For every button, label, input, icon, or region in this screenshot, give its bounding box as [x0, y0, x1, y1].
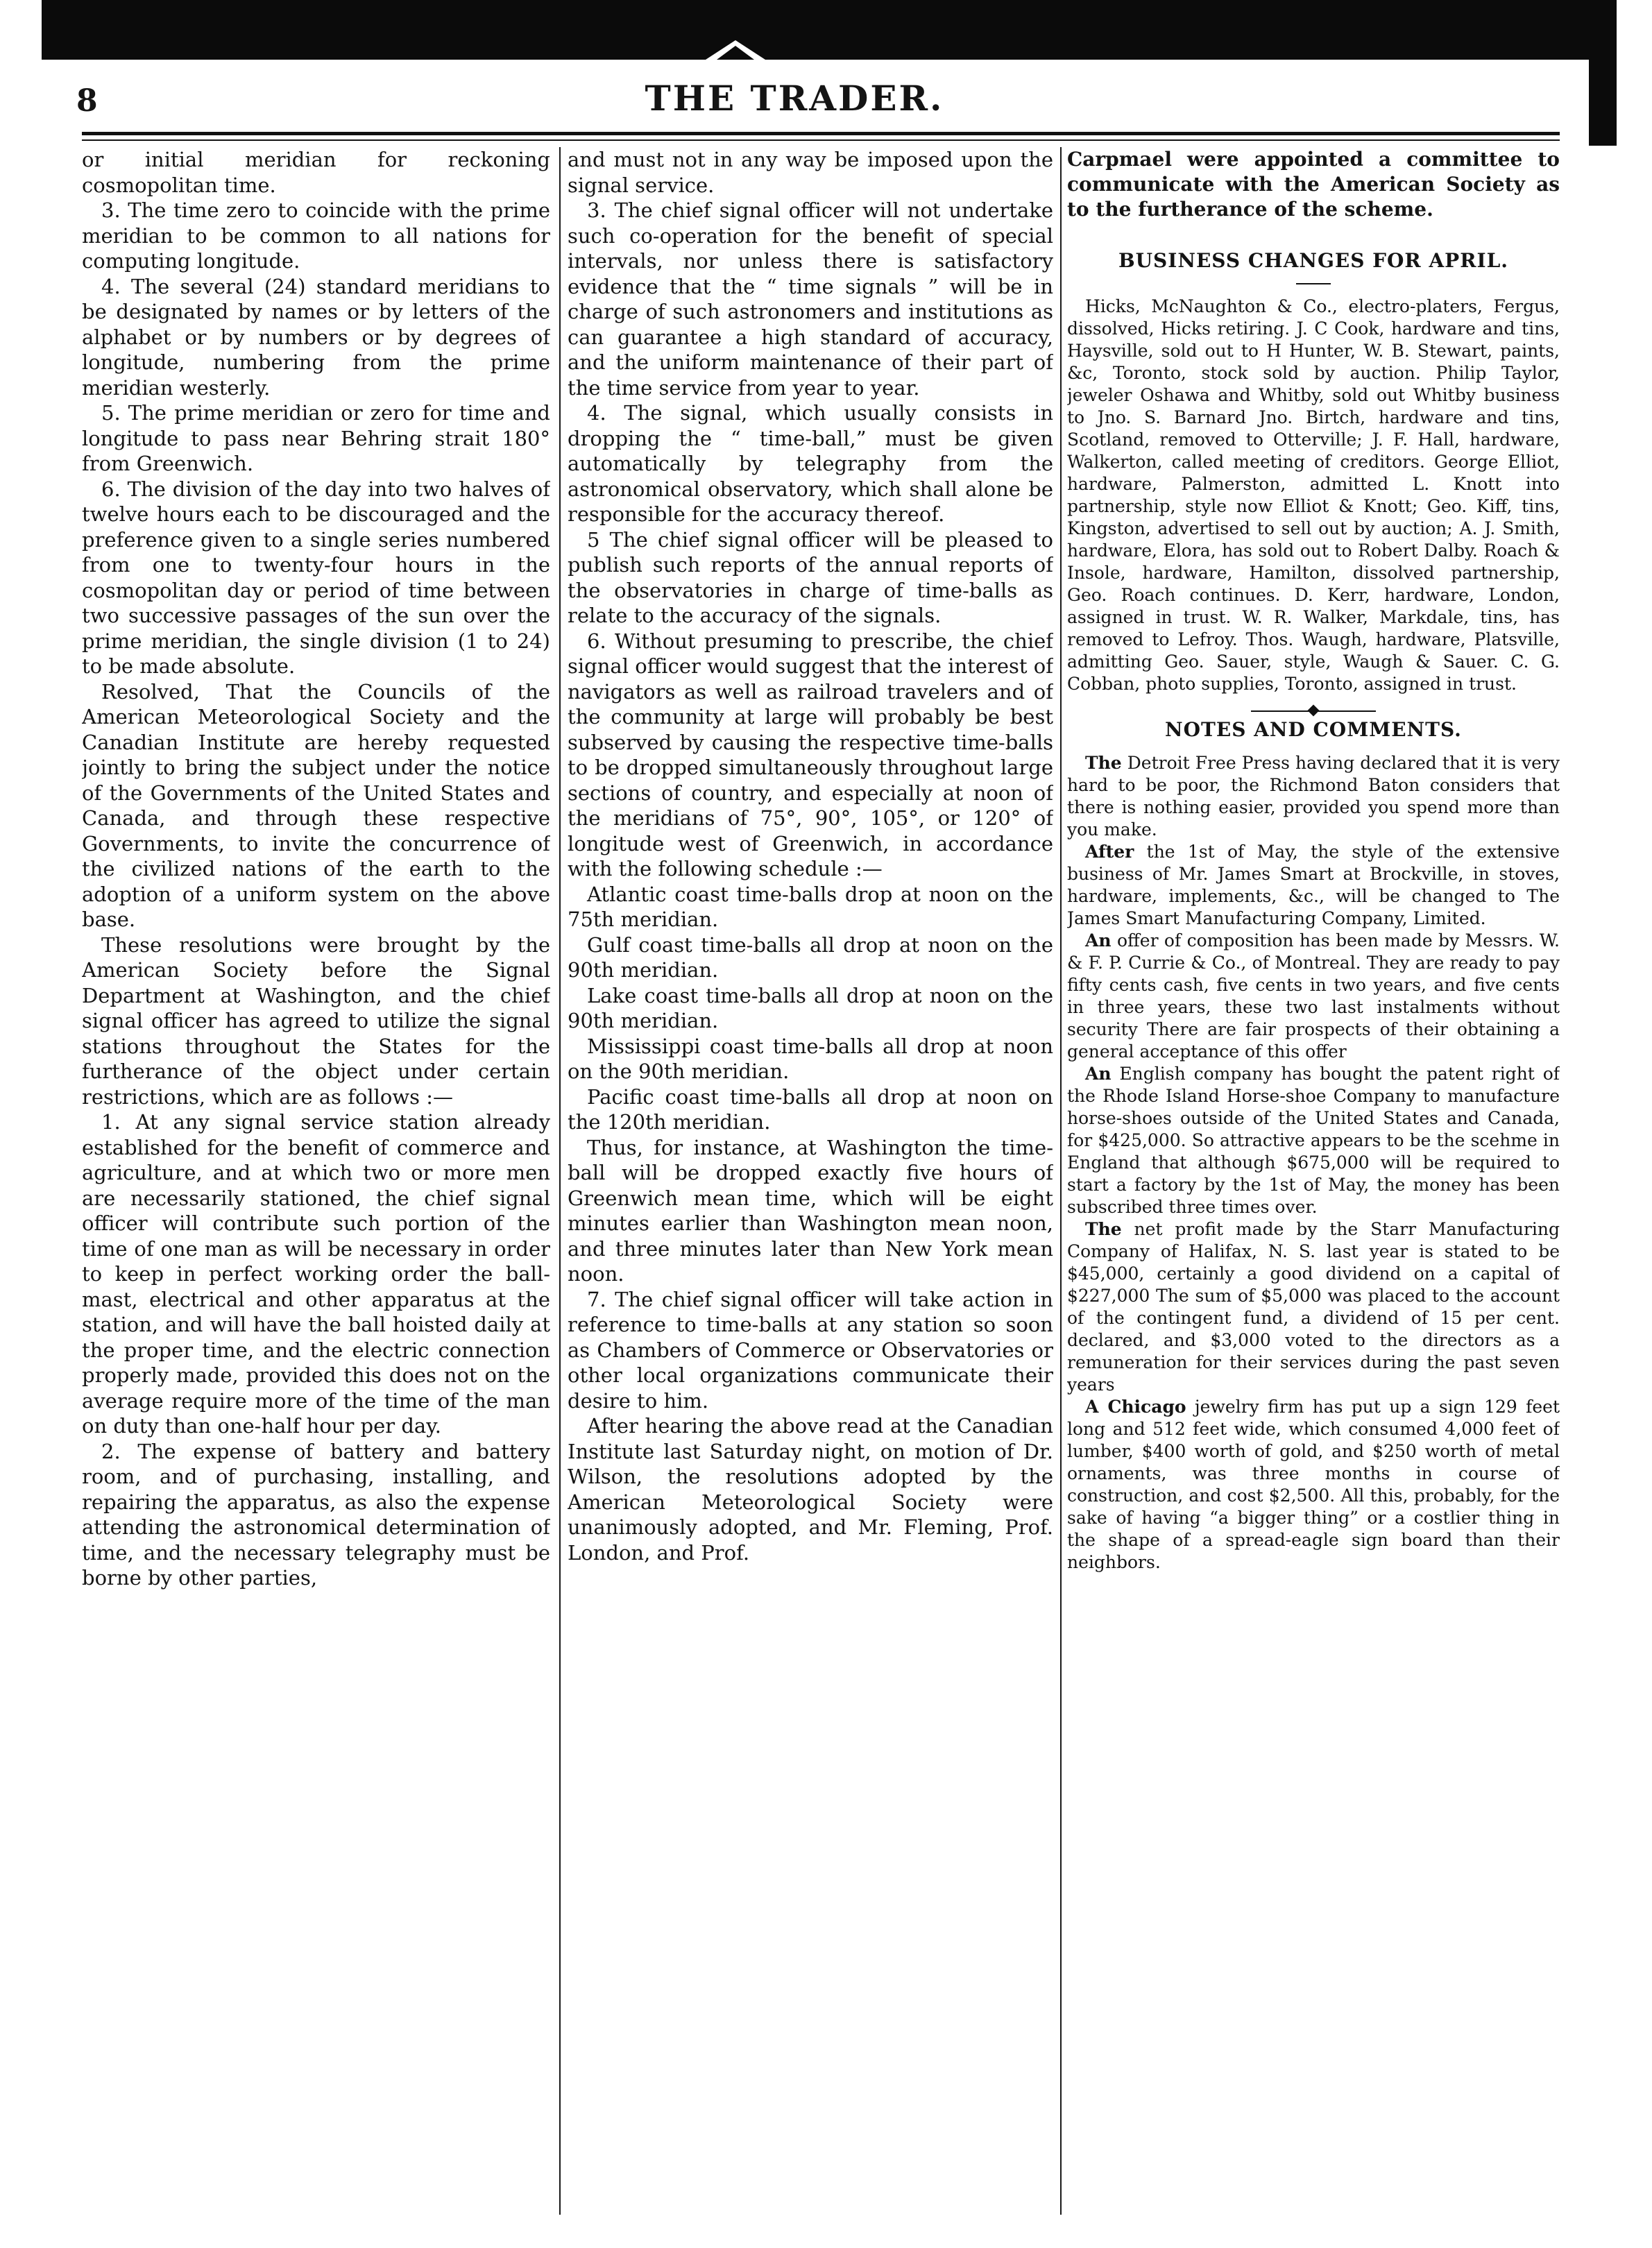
right-edge-bar [1589, 0, 1617, 146]
paragraph: 4. The several (24) standard meridians to be designated by names or by letters of the alphabet or by numbers or by degrees of longitude, numbering from the prime meridian westerly. [82, 274, 550, 400]
note-paragraph [1067, 930, 1560, 1063]
paragraph: Thus, for instance, at Washington the time-ball will be dropped exactly five hours of Greenwich mean time, which will be eight minutes earlier than Washington mean noon, and three minutes later than New York mean noon. [568, 1135, 1053, 1286]
section-rule [1296, 283, 1331, 284]
column-2 [568, 147, 1053, 2222]
paragraph: 3. The chief signal officer will not undertake such co-operation for the benefit of special intervals, nor unless there is satisfactory evidence that the “ time signals ” will be in charge of such astronomers and institutions as can guarantee a high standard of accuracy, and the uniform maintenance of their part of the time service from year to year. [568, 198, 1053, 400]
note-lead: The [1085, 1219, 1122, 1239]
paragraph: 4. The signal, which usually consists in dropping the “ time-ball,” must be given automatically by telegraphy from the astronomical observatory, which shall alone be responsible for the accuracy thereof. [568, 401, 1053, 526]
page-number: 8 [76, 83, 98, 119]
note-paragraph [1067, 1063, 1560, 1218]
column-3 [1067, 147, 1560, 2222]
paragraph: Carpmael were appointed a committee to communicate with the American Society as to the furtherance of the scheme. [1067, 148, 1560, 221]
paragraph: 5. The prime meridian or zero for time and longitude to pass near Behring strait 180° from Greenwich. [82, 401, 550, 475]
note-lead: After [1085, 842, 1134, 862]
paragraph: After hearing the above read at the Canadian Institute last Saturday night, on motion of Dr. Wilson, the resolutions adopted by the American Meteorological Society were unanimously adopted, and Mr. Fleming, Prof. London, and Prof. [568, 1414, 1053, 1565]
paragraph: 2. The expense of battery and battery room, and of purchasing, installing, and repairing the apparatus, as also the expense attending the astronomical determination of time, and the necessary telegraphy must be borne by other parties, [82, 1439, 550, 1590]
paragraph: and must not in any way be imposed upon the signal service. [568, 148, 1053, 197]
masthead-rule-thin [82, 139, 1560, 141]
business-changes-heading: BUSINESS CHANGES FOR APRIL. [1118, 249, 1509, 272]
paragraph: 1. At any signal service station already established for the benefit of commerce and agriculture, and at which two or more men are necessarily stationed, the chief signal officer will contribute such portion of the time of one man as will be necessary in order to keep in perfect working order the ball-mast, electrical and other apparatus at the station, and will have the ball hoisted daily at the proper time, and the electric connection properly made, provided this does not on the average require more of the time of the man on duty than one-half hour per day. [82, 1110, 550, 1438]
column-divider-1 [559, 147, 561, 2215]
newspaper-title: THE TRADER. [645, 78, 944, 119]
note-text: the 1st of May, the style of the extensive business of Mr. James Smart at Brockville, in stoves, hardware, implements, &c., will be changed to The James Smart Manufacturing Company, Limited. [1067, 842, 1560, 928]
note-text: jewelry firm has put up a sign 129 feet long and 512 feet wide, which consumed 4,000 feet of lumber, $400 worth of gold, and $250 worth of metal ornaments, was three months in course of construction, and cost $2,500. All this, probably, for the sake of having “a bigger thing” or a costlier thing in the shape of a spread-eagle sign board than their neighbors. [1067, 1397, 1560, 1572]
paragraph: These resolutions were brought by the American Society before the Signal Department at Washington, and the chief signal officer has agreed to utilize the signal stations throughout the States for the furtherance of the object under certain restrictions, which are as follows :— [82, 933, 550, 1109]
paragraph: Resolved, That the Councils of the American Meteorological Society and the Canadian Institute are hereby requested jointly to bring the subject under the notice of the Governments of the United States and Canada, and through these respective Governments, to invite the concurrence of the civilized nations of the earth to the adoption of a uniform system on the above base. [82, 679, 550, 931]
note-lead: An [1085, 1064, 1112, 1084]
masthead [76, 78, 1513, 126]
paragraph: 6. The division of the day into two halves of twelve hours each to be discouraged and the preference given to a single series numbered from one to twenty-four hours in the cosmopolitan day or period of time between two successive passages of the sun over the prime meridian, the single division (1 to 24) to be made absolute. [82, 477, 550, 678]
paragraph: 3. The time zero to coincide with the prime meridian to be common to all nations for computing longitude. [82, 198, 550, 273]
paragraph: Pacific coast time-balls all drop at noon on the 120th meridian. [568, 1084, 1053, 1134]
diamond-ornament-icon [1308, 705, 1320, 717]
paragraph: 6. Without presuming to prescribe, the chief signal officer would suggest that the interest of navigators as well as railroad travelers and of the community at large will probably be best subserved by causing the respective time-balls to be dropped simultaneously throughout large sections of country, and especially at noon of the meridians of 75°, 90°, 105°, or 120° of longitude west of Greenwich, in accordance with the following schedule :— [568, 629, 1053, 880]
business-changes-text: Hicks, McNaughton & Co., electro-platers, Fergus, dissolved, Hicks retiring. J. C Cook, hardware and tins, Haysville, sold out to H Hunter, W. B. Stewart, paints, &c, Toronto, stock sold by auction. Philip Taylor, jeweler Oshawa and Whitby, sold out Whitby business to Jno. S. Barnard Jno. Birtch, hardware and tins, Scotland, removed to Otterville; J. F. Hall, hardware, Walkerton, called meeting of creditors. George Elliot, hardware, Palmerston, admitted L. Knott into partnership, style now Elliot & Knott; Geo. Kiff, tins, Kingston, advertised to sell out by auction; A. J. Smith, hardware, Elora, has sold out to Robert Dalby. Roach & Insole, hardware, Hamilton, dissolved partnership, Geo. Roach continues. D. Kerr, hardware, London, assigned in trust. W. R. Walker, Markdale, tins, has removed to Lefroy. Thos. Waugh, hardware, Platsville, admitting Geo. Sauer, style, Waugh & Sauer. C. G. Cobban, photo supplies, Toronto, assigned in trust. [1067, 296, 1560, 694]
note-paragraph [1067, 1218, 1560, 1396]
paragraph: Mississippi coast time-balls all drop at noon on the 90th meridian. [568, 1034, 1053, 1083]
section-divider [1251, 710, 1376, 712]
note-lead: An [1085, 930, 1112, 951]
paragraph: Atlantic coast time-balls drop at noon on the 75th meridian. [568, 882, 1053, 931]
note-text: English company has bought the patent right of the Rhode Island Horse-shoe Company to manufacture horse-shoes outside of the United States and Canada, for $425,000. So attractive appears to be the scehme in England that although $675,000 will be required to start a factory by the 1st of May, the money has been subscribed three times over. [1067, 1064, 1560, 1217]
top-black-banner [42, 0, 1603, 60]
note-text: offer of composition has been made by Messrs. W. & F. P. Currie & Co., of Montreal. They are ready to pay fifty cents cash, five cents in two years, and five cents in three years, these two last instalments without security There are fair prospects of their obtaining a general acceptance of this offer [1067, 930, 1560, 1062]
note-paragraph [1067, 841, 1560, 930]
masthead-rule-thick [82, 132, 1560, 135]
column-divider-2 [1060, 147, 1062, 2215]
note-lead: A Chicago [1085, 1397, 1186, 1417]
paragraph: Lake coast time-balls all drop at noon on the 90th meridian. [568, 983, 1053, 1032]
note-text: net profit made by the Starr Manufacturing Company of Halifax, N. S. last year is stated to be $45,000, certainly a good dividend on a capital of $227,000 The sum of $5,000 was placed to the account of the contingent fund, a dividend of 15 per cent. declared, and $3,000 voted to the directors as a remuneration for their services during the past seven years [1067, 1219, 1560, 1395]
note-paragraph [1067, 1396, 1560, 1574]
note-paragraph [1067, 752, 1560, 841]
column-1 [82, 147, 550, 2222]
paragraph: 7. The chief signal officer will take action in reference to time-balls at any station so soon as Chambers of Commerce or Observatories or other local organizations communicate their desire to him. [568, 1287, 1053, 1413]
note-lead: The [1085, 753, 1122, 773]
paragraph: Gulf coast time-balls all drop at noon on the 90th meridian. [568, 933, 1053, 982]
paragraph: 5 The chief signal officer will be pleased to publish such reports of the annual reports of the observatories in charge of time-balls as relate to the accuracy of the signals. [568, 527, 1053, 627]
notes-heading: NOTES AND COMMENTS. [1165, 718, 1462, 741]
banner-ornament-icon [704, 39, 767, 60]
note-text: Detroit Free Press having declared that it is very hard to be poor, the Richmond Baton considers that there is nothing easier, provided you spend more than you make. [1067, 753, 1560, 840]
paragraph: or initial meridian for reckoning cosmopolitan time. [82, 148, 550, 197]
